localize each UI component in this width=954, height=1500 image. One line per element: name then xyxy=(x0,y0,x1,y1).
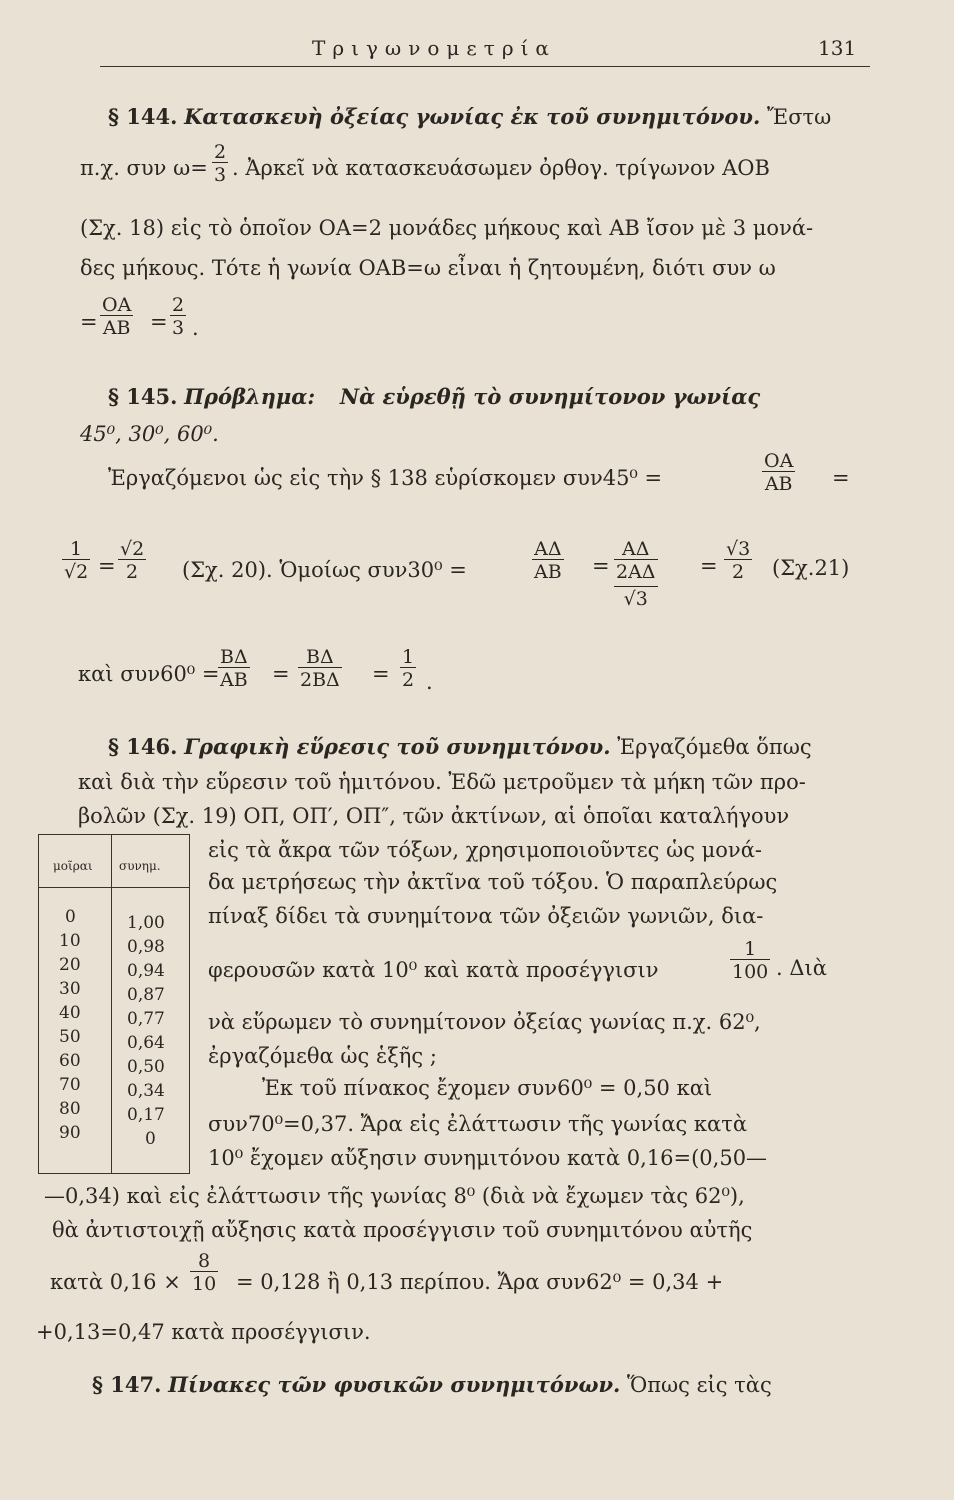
fraction-sqrt2-2: $\frac{√2}{2}$ xyxy=(120,538,145,583)
eq-sign: = xyxy=(592,554,610,578)
s145-line1: Ἐργαζόμενοι ὡς εἰς τὴν § 138 εὑρίσκομεν συν45⁰ = xyxy=(108,466,663,490)
fraction-ad-2ad: ΑΔ 2ΑΔ √3 xyxy=(616,538,656,610)
table-column-divider xyxy=(111,835,112,1173)
eq-sign: = xyxy=(80,310,98,334)
running-header: Τριγωνομετρία xyxy=(312,36,556,60)
s146-line4: εἰς τὰ ἄκρα τῶν τόξων, χρησιμοποιοῦντες ὡς μονά- xyxy=(208,838,762,862)
section-147-heading: § 147. Πίνακες τῶν φυσικῶν συνημιτόνων. Ὅπως εἰς τὰς xyxy=(92,1372,772,1397)
table-cell: 0,17 xyxy=(127,1105,165,1125)
s146-line9: ἐργαζόμεθα ὡς ἑξῆς ; xyxy=(208,1044,437,1068)
s146-line14: θὰ ἀντιστοιχῇ αὔξησις κατὰ προσέγγισιν τοῦ συνημιτόνου αὐτῆς xyxy=(52,1218,753,1242)
eq-sign: = xyxy=(272,662,290,686)
s144-line2a: π.χ. συν ω= xyxy=(80,156,208,180)
s144-line2b: . Ἀρκεῖ νὰ κατασκευάσωμεν ὀρθογ. τρίγωνον ΑΟΒ xyxy=(232,156,770,180)
s146-line7: φερουσῶν κατὰ 10⁰ καὶ κατὰ προσέγγισιν xyxy=(208,958,659,982)
table-cell: 0,94 xyxy=(127,961,165,981)
s146-line15a: κατὰ 0,16 × xyxy=(50,1270,181,1294)
eq-sign: = xyxy=(150,310,168,334)
s144-line3: (Σχ. 18) εἰς τὸ ὁποῖον ΟΑ=2 μονάδες μήκους καὶ ΑΒ ἴσον μὲ 3 μονά- xyxy=(80,216,814,240)
eq-sign: = xyxy=(700,554,718,578)
table-cell: 0 xyxy=(145,1129,156,1149)
fig-ref: (Σχ.21) xyxy=(772,556,850,580)
table-header-rule xyxy=(39,887,189,888)
s144-line4: δες μήκους. Τότε ἡ γωνία ΟΑΒ=ω εἶναι ἡ ζητουμένη, διότι συν ω xyxy=(80,256,776,280)
fraction-1-2: $\frac{1}{2}$ xyxy=(402,646,415,691)
table-cell: 0,87 xyxy=(127,985,165,1005)
fraction-2-3: $\frac{2}{3}$ xyxy=(214,141,227,186)
s145-row1-text: (Σχ. 20). Ὁμοίως συν30⁰ = xyxy=(182,558,467,582)
s145-angles: 45⁰, 30⁰, 60⁰. xyxy=(80,422,219,446)
table-cell: 10 xyxy=(59,931,81,951)
s146-line12: 10⁰ ἔχομεν αὔξησιν συνημιτόνου κατὰ 0,16=(0,50— xyxy=(208,1146,768,1170)
table-cell: 80 xyxy=(59,1099,81,1119)
table-cell: 0,64 xyxy=(127,1033,165,1053)
section-146-heading: § 146. Γραφικὴ εὕρεσις τοῦ συνημιτόνου. Ἐργαζόμεθα ὅπως xyxy=(108,734,812,759)
section-144-heading: § 144. Κατασκευὴ ὀξείας γωνίας ἐκ τοῦ συνημιτόνου. Ἔστω xyxy=(108,104,832,129)
eq-sign: = xyxy=(372,662,390,686)
fraction-2-3: $\frac{2}{3}$ xyxy=(172,294,185,339)
s146-line8: νὰ εὕρωμεν τὸ συνημίτονον ὀξείας γωνίας π.χ. 62⁰, xyxy=(208,1010,761,1034)
table-header-degrees: μοῖραι xyxy=(53,859,93,873)
table-cell: 30 xyxy=(59,979,81,999)
s146-line16: +0,13=0,47 κατὰ προσέγγισιν. xyxy=(36,1320,371,1344)
table-cell: 0 xyxy=(65,907,76,927)
table-header-cos: συνημ. xyxy=(119,859,161,873)
period: . xyxy=(192,316,199,340)
fraction-ad-ab: $\frac{A\Delta}{AB}$ xyxy=(534,538,562,583)
table-cell: 0,98 xyxy=(127,937,165,957)
fraction-8-10: $\frac{8}{10}$ xyxy=(192,1250,217,1295)
section-145-heading: § 145. Πρόβλημα: Νὰ εὑρεθῇ τὸ συνημίτονον γωνίας xyxy=(108,384,761,409)
period: . xyxy=(426,670,433,694)
fraction-bd-2bd: $\frac{B\Delta}{2B\Delta}$ xyxy=(300,646,340,691)
s146-line6: πίναξ δίδει τὰ συνημίτονα τῶν ὀξειῶν γωνιῶν, δια- xyxy=(208,904,764,928)
table-cell: 70 xyxy=(59,1075,81,1095)
s146-line11: συν70⁰=0,37. Ἄρα εἰς ἐλάττωσιν τῆς γωνίας κατὰ xyxy=(208,1112,748,1136)
table-cell: 0,77 xyxy=(127,1009,165,1029)
fraction-1-100: $\frac{1}{100}$ xyxy=(732,938,769,983)
table-cell: 50 xyxy=(59,1027,81,1047)
table-cell: 90 xyxy=(59,1123,81,1143)
s146-line3: βολῶν (Σχ. 19) ΟΠ, ΟΠ′, ΟΠ″, τῶν ἀκτίνων, αἱ ὁποῖαι καταλήγουν xyxy=(78,804,790,828)
fraction-bd-ab: $\frac{B\Delta}{AB}$ xyxy=(220,646,248,691)
s146-line2: καὶ διὰ τὴν εὕρεσιν τοῦ ἡμιτόνου. Ἐδῶ μετροῦμεν τὰ μήκη τῶν προ- xyxy=(78,770,806,794)
eq-sign: = xyxy=(98,554,116,578)
table-cell: 60 xyxy=(59,1051,81,1071)
s146-line13: —0,34) καὶ εἰς ἐλάττωσιν τῆς γωνίας 8⁰ (διὰ νὰ ἔχωμεν τὰς 62⁰), xyxy=(44,1184,745,1208)
page-number: 131 xyxy=(818,36,857,60)
header-rule xyxy=(100,66,870,67)
table-cell: 0,34 xyxy=(127,1081,165,1101)
s146-line5: δα μετρήσεως τὴν ἀκτῖνα τοῦ τόξου. Ὁ παραπλεύρως xyxy=(208,870,778,894)
table-cell: 40 xyxy=(59,1003,81,1023)
table-cell: 20 xyxy=(59,955,81,975)
table-cell: 1,00 xyxy=(127,913,165,933)
s146-line15b: = 0,128 ἢ 0,13 περίπου. Ἄρα συν62⁰ = 0,34 + xyxy=(236,1270,724,1294)
s146-line7-end: . Διὰ xyxy=(776,956,827,980)
fraction-oa-ab: $\frac{OA}{AB}$ xyxy=(102,294,132,339)
fraction-1-sqrt2: $\frac{1}{√2}$ xyxy=(64,538,89,583)
fraction-oa-ab: $\frac{OA}{AB}$ xyxy=(764,450,794,495)
s145-row2-text: καὶ συν60⁰ = xyxy=(78,662,220,686)
fraction-sqrt3-2: $\frac{√3}{2}$ xyxy=(726,538,751,583)
s146-line10: Ἐκ τοῦ πίνακος ἔχομεν συν60⁰ = 0,50 καὶ xyxy=(262,1076,713,1100)
cosine-table xyxy=(38,834,190,1174)
eq-sign: = xyxy=(832,466,850,490)
table-cell: 0,50 xyxy=(127,1057,165,1077)
